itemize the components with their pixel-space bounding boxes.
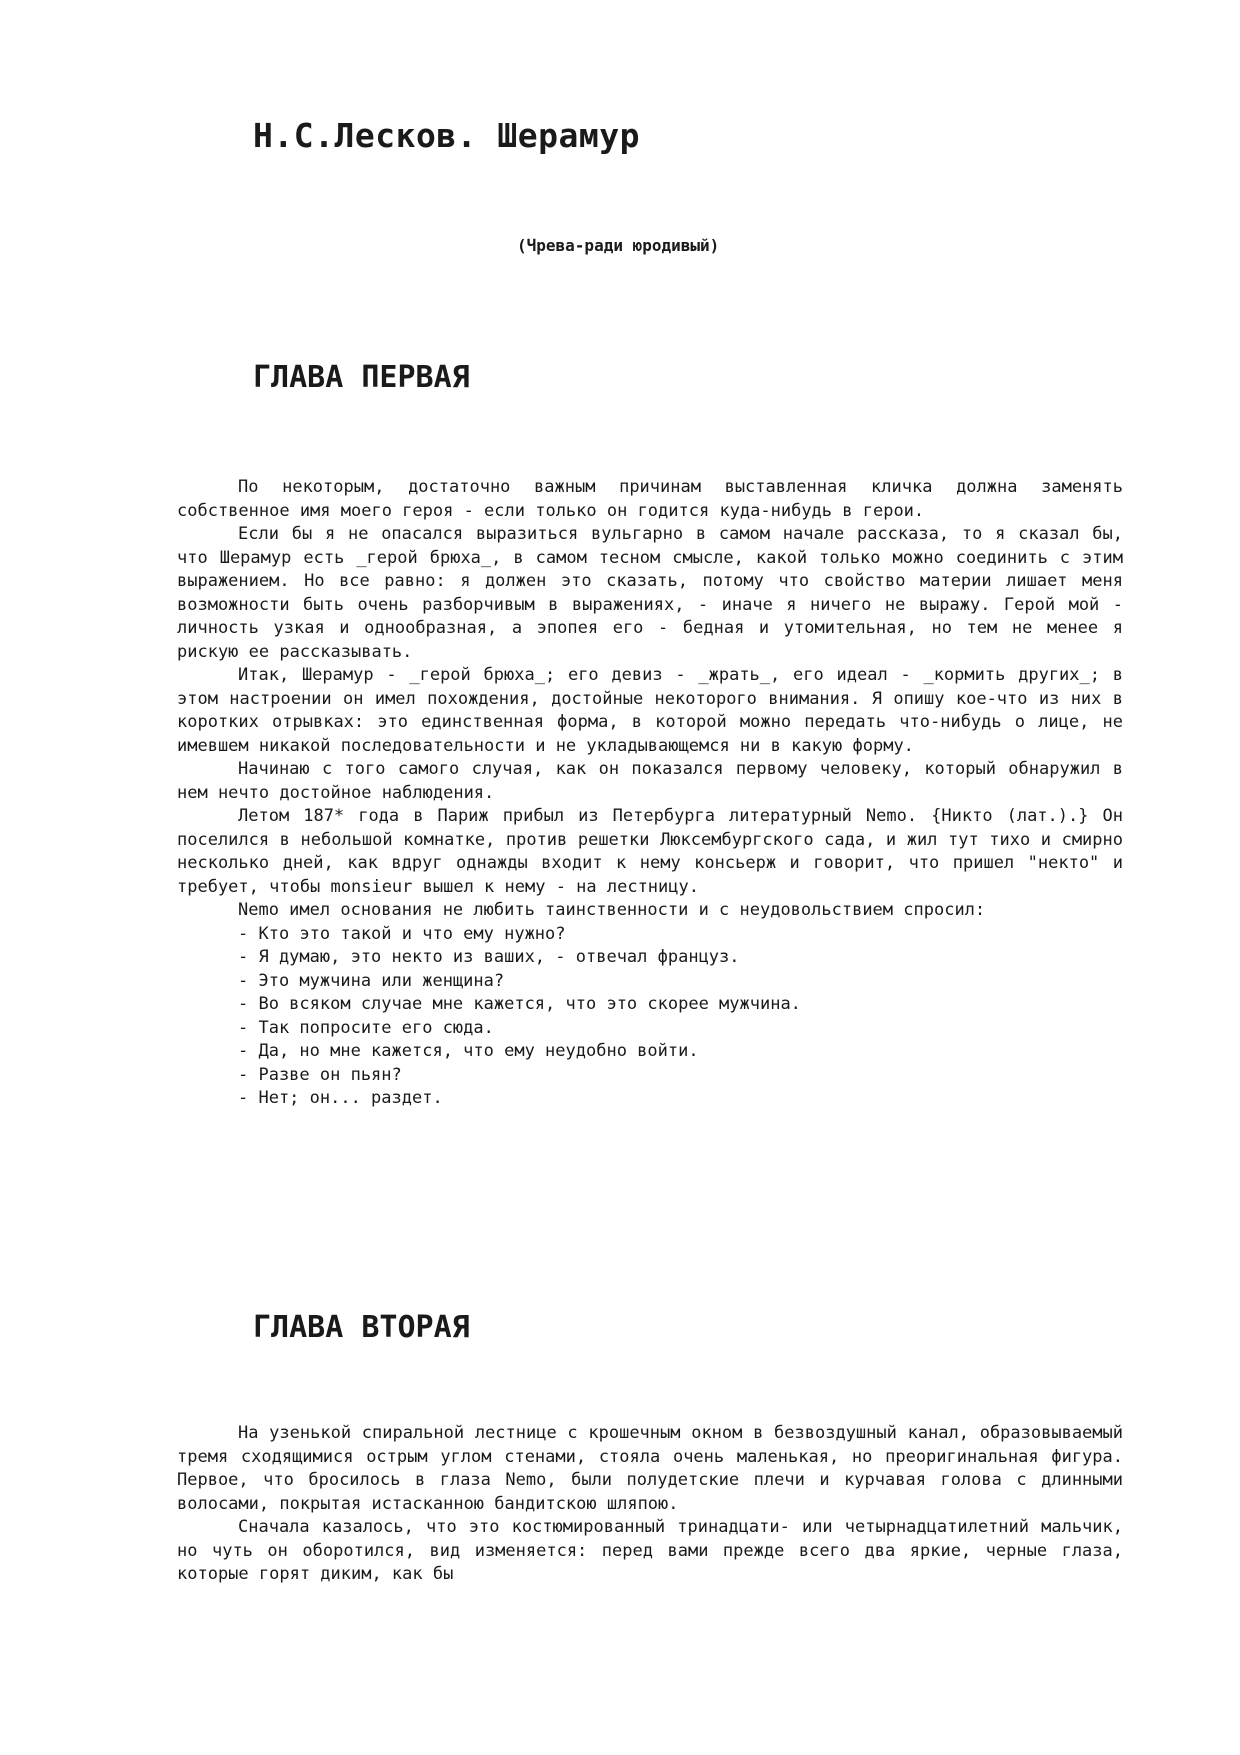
- dialogue-line: - Во всяком случае мне кажется, что это скорее мужчина.: [238, 994, 801, 1014]
- dialogue-line: - Я думаю, это некто из ваших, - отвечал француз.: [238, 947, 740, 967]
- document-title: Н.С.Лесков. Шерамур: [253, 116, 640, 155]
- dialogue-line: - Да, но мне кажется, что ему неудобно войти.: [238, 1041, 699, 1061]
- chapter-1-body: [177, 476, 1123, 1111]
- paragraph: Nemo имел основания не любить таинственности и с неудовольствием спросил:: [238, 900, 986, 920]
- paragraph: Итак, Шерамур - _герой брюха_; его девиз - _жрать_, его идеал - _кормить других_; в этом настроении он имел похождения, достойные некоторого внимания. Я опишу кое-что из них в коротких отрывках: это единственная форма, в которой можно передать что-нибудь о лице, не имевшем никакой последовательности и не укладывающемся ни в какую форму.: [177, 665, 1123, 756]
- paragraph: Начинаю с того самого случая, как он показался первому человеку, который обнаружил в нем нечто достойное наблюдения.: [177, 759, 1123, 803]
- dialogue-line: - Разве он пьян?: [238, 1064, 402, 1085]
- dialogue-line: - Так попросите его сюда.: [238, 1017, 494, 1038]
- dialogue-line: - Нет; он... раздет.: [238, 1088, 443, 1108]
- paragraph: Летом 187* года в Париж прибыл из Петербурга литературный Nemo. {Никто (лат.).} Он поселился в небольшой комнатке, против решетки Люксембургского сада, и жил тут тихо и смирно несколько дней, как вдруг однажды входит к нему консьерж и говорит, что пришел "некто" и требует, чтобы monsieur вышел к нему - на лестницу.: [177, 806, 1123, 897]
- chapter-2-body: [177, 1422, 1123, 1587]
- dialogue-line: - Кто это такой и что ему нужно?: [238, 923, 566, 944]
- document-subtitle: (Чрева-ради юродивый): [517, 236, 720, 255]
- dialogue-line: - Это мужчина или женщина?: [238, 970, 505, 991]
- paragraph: Если бы я не опасался выразиться вульгарно в самом начале рассказа, то я сказал бы, что Шерамур есть _герой брюха_, в самом тесном смысле, какой только можно соединить с этим выражением. Но все равно: я должен это сказать, потому что свойство материи лишает меня возможности быть очень разборчивым в выражениях, - иначе я ничего не выражу. Герой мой - личность узкая и однообразная, а эпопея его - бедная и утомительная, но тем не менее я рискую ее рассказывать.: [177, 524, 1123, 662]
- chapter-heading: ГЛАВА ПЕРВАЯ: [253, 360, 470, 395]
- paragraph: По некоторым, достаточно важным причинам выставленная кличка должна заменять собственное имя моего героя - если только он годится куда-нибудь в герои.: [177, 477, 1123, 521]
- paragraph: На узенькой спиральной лестнице с крошечным окном в безвоздушный канал, образовываемый тремя сходящимися острым углом стенами, стояла очень маленькая, но преоригинальная фигура. Первое, что бросилось в глаза Nemo, были полудетские плечи и курчавая голова с длинными волосами, покрытая истасканною бандитскою шляпою.: [177, 1423, 1123, 1514]
- chapter-heading: ГЛАВА ВТОРАЯ: [253, 1310, 470, 1345]
- paragraph: Сначала казалось, что это костюмированный тринадцати- или четырнадцатилетний мальчик, но чуть он оборотился, вид изменяется: перед вами прежде всего два яркие, черные глаза, которые горят диким, как бы: [177, 1517, 1123, 1584]
